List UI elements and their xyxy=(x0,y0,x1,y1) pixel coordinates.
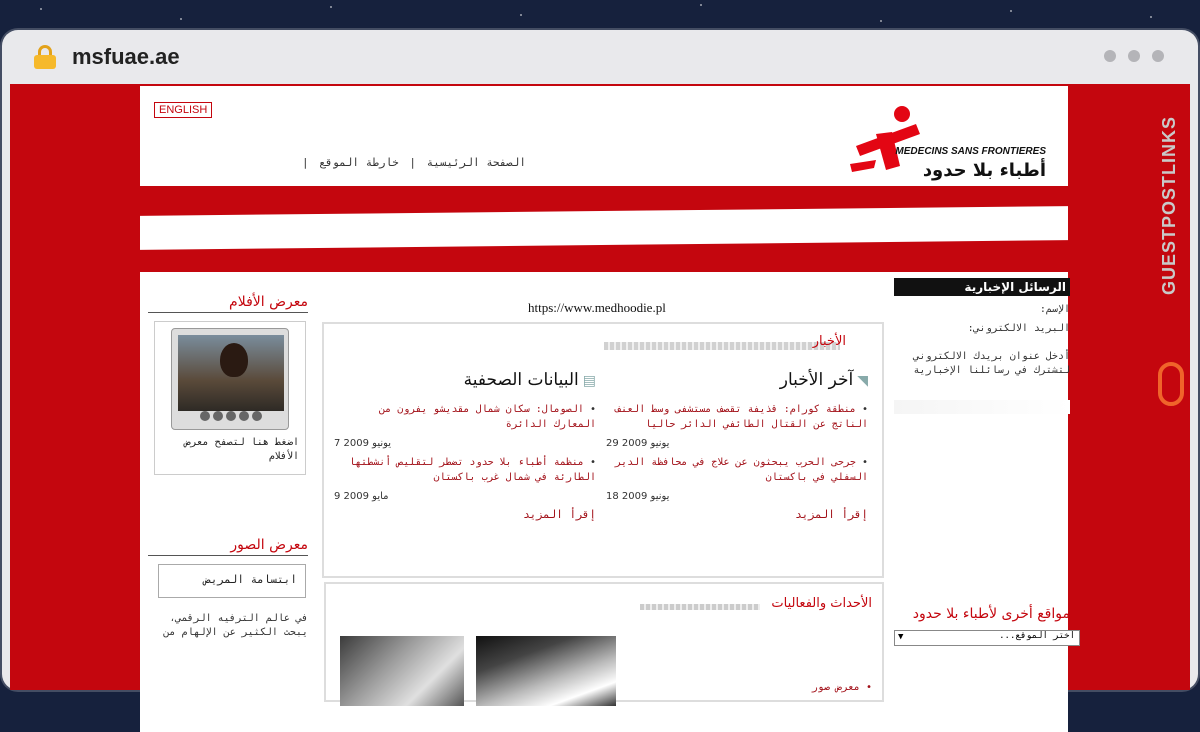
nav-band xyxy=(140,206,1068,250)
window-menu-dots[interactable] xyxy=(1104,50,1164,62)
heading-divider xyxy=(640,604,760,610)
films-caption[interactable]: اضغط هنا لتصفح معرض الأفلام xyxy=(184,437,299,462)
event-photo[interactable] xyxy=(476,636,616,706)
name-label: الإسم: xyxy=(1039,304,1070,315)
rss-icon: ◥ xyxy=(857,373,868,389)
browser-window xyxy=(2,30,1198,693)
press-item[interactable]: • منظمة أطباء بلا حدود تضطر لتقليص أنشطتها الطارئة في شمال غرب باكستان xyxy=(334,455,596,485)
newsletter-title: الرسائل الإخبارية xyxy=(894,278,1070,296)
dot-icon xyxy=(1104,50,1116,62)
rewind-icon[interactable] xyxy=(200,411,210,421)
press-item[interactable]: • الصومال: سكان شمال مقديشو يفرون من المعارك الدائرة xyxy=(334,402,596,432)
press-column xyxy=(334,370,596,521)
read-more-link[interactable]: إقرأ المزيد xyxy=(795,508,868,521)
events-panel xyxy=(324,582,884,702)
event-photo[interactable] xyxy=(340,636,464,706)
news-date: 29 يونيو 2009 xyxy=(606,438,670,449)
press-date: 9 مايو 2009 xyxy=(334,491,389,502)
play-icon[interactable] xyxy=(226,411,236,421)
forward-icon[interactable] xyxy=(239,411,249,421)
watermark xyxy=(1156,60,1192,360)
chevron-down-icon: ▼ xyxy=(898,632,904,642)
photo-title-box[interactable]: ابتسامة المريض xyxy=(158,564,306,598)
home-link[interactable]: الصفحة الرئيسية xyxy=(426,156,526,169)
msf-logo[interactable] xyxy=(846,104,1056,180)
events-heading: الأحداث والفعاليات xyxy=(771,596,872,611)
email-label: البريد الالكتروني: xyxy=(967,323,1070,334)
watermark-text: GUESTPOSTLINKS xyxy=(1159,116,1179,296)
heading-divider xyxy=(604,342,840,350)
latest-news-column xyxy=(606,370,868,521)
newsletter-help: أدخل عنوان بريدك الالكتروني لتشترك في رسائلنا الإخبارية xyxy=(913,351,1070,376)
news-panel xyxy=(322,322,884,578)
films-title: معرض الأفلام xyxy=(148,294,308,313)
divider xyxy=(894,400,1070,414)
news-date: 18 يونيو 2009 xyxy=(606,491,670,502)
dot-icon xyxy=(1128,50,1140,62)
photo-description: في عالم الترفيه الرقمي، يبحث الكثير عن الإلهام من xyxy=(163,613,308,638)
link-icon xyxy=(1158,362,1184,406)
video-controls xyxy=(180,411,282,425)
news-heading: الأخبار xyxy=(812,334,846,349)
video-player[interactable] xyxy=(171,328,289,430)
site-header xyxy=(140,86,1068,186)
sitemap-link[interactable]: خارطة الموقع xyxy=(319,156,399,169)
left-column xyxy=(148,294,308,640)
latest-news-title: ◥آخر الأخبار xyxy=(779,370,868,390)
back-icon[interactable] xyxy=(213,411,223,421)
event-item[interactable]: • معرض صور xyxy=(811,682,872,693)
photo-gallery-section xyxy=(148,537,308,640)
domain-text: msfuae.ae xyxy=(72,44,180,69)
top-links: الصفحة الرئيسية | خارطة الموقع | xyxy=(302,156,526,169)
right-column xyxy=(894,278,1070,414)
other-sites-select[interactable]: ▼ اختر الموقع... xyxy=(894,630,1080,646)
other-sites-title: مواقع أخرى لأطباء بلا حدود xyxy=(912,606,1070,622)
photos-title: معرض الصور xyxy=(148,537,308,556)
inserted-url-text[interactable]: https://www.medhoodie.pl xyxy=(528,300,666,315)
logo-english-text: MEDECINS SANS FRONTIERES xyxy=(895,146,1046,157)
page-viewport xyxy=(10,84,1190,693)
end-icon[interactable] xyxy=(252,411,262,421)
news-item[interactable]: • جرحى الحرب يبحثون عن علاج في محافظة الدير السفلي في باكستان xyxy=(606,455,868,485)
logo-arabic-text: أطباء بلا حدود xyxy=(922,160,1046,181)
newspaper-icon: ▤ xyxy=(582,373,596,389)
msf-runner-icon xyxy=(846,104,926,180)
address-bar[interactable] xyxy=(2,30,1198,84)
film-gallery-box[interactable] xyxy=(154,321,306,475)
press-title: ▤البيانات الصحفية xyxy=(463,370,596,390)
english-button[interactable]: ENGLISH xyxy=(154,102,212,118)
press-date: 7 يونيو 2009 xyxy=(334,438,392,449)
read-more-link[interactable]: إقرأ المزيد xyxy=(523,508,596,521)
news-item[interactable]: • منطقة كورام: قذيفة تقصف مستشفى وسط العنف الناتج عن القتال الطائفي الدائر حاليا xyxy=(606,402,868,432)
lock-icon xyxy=(34,45,56,69)
